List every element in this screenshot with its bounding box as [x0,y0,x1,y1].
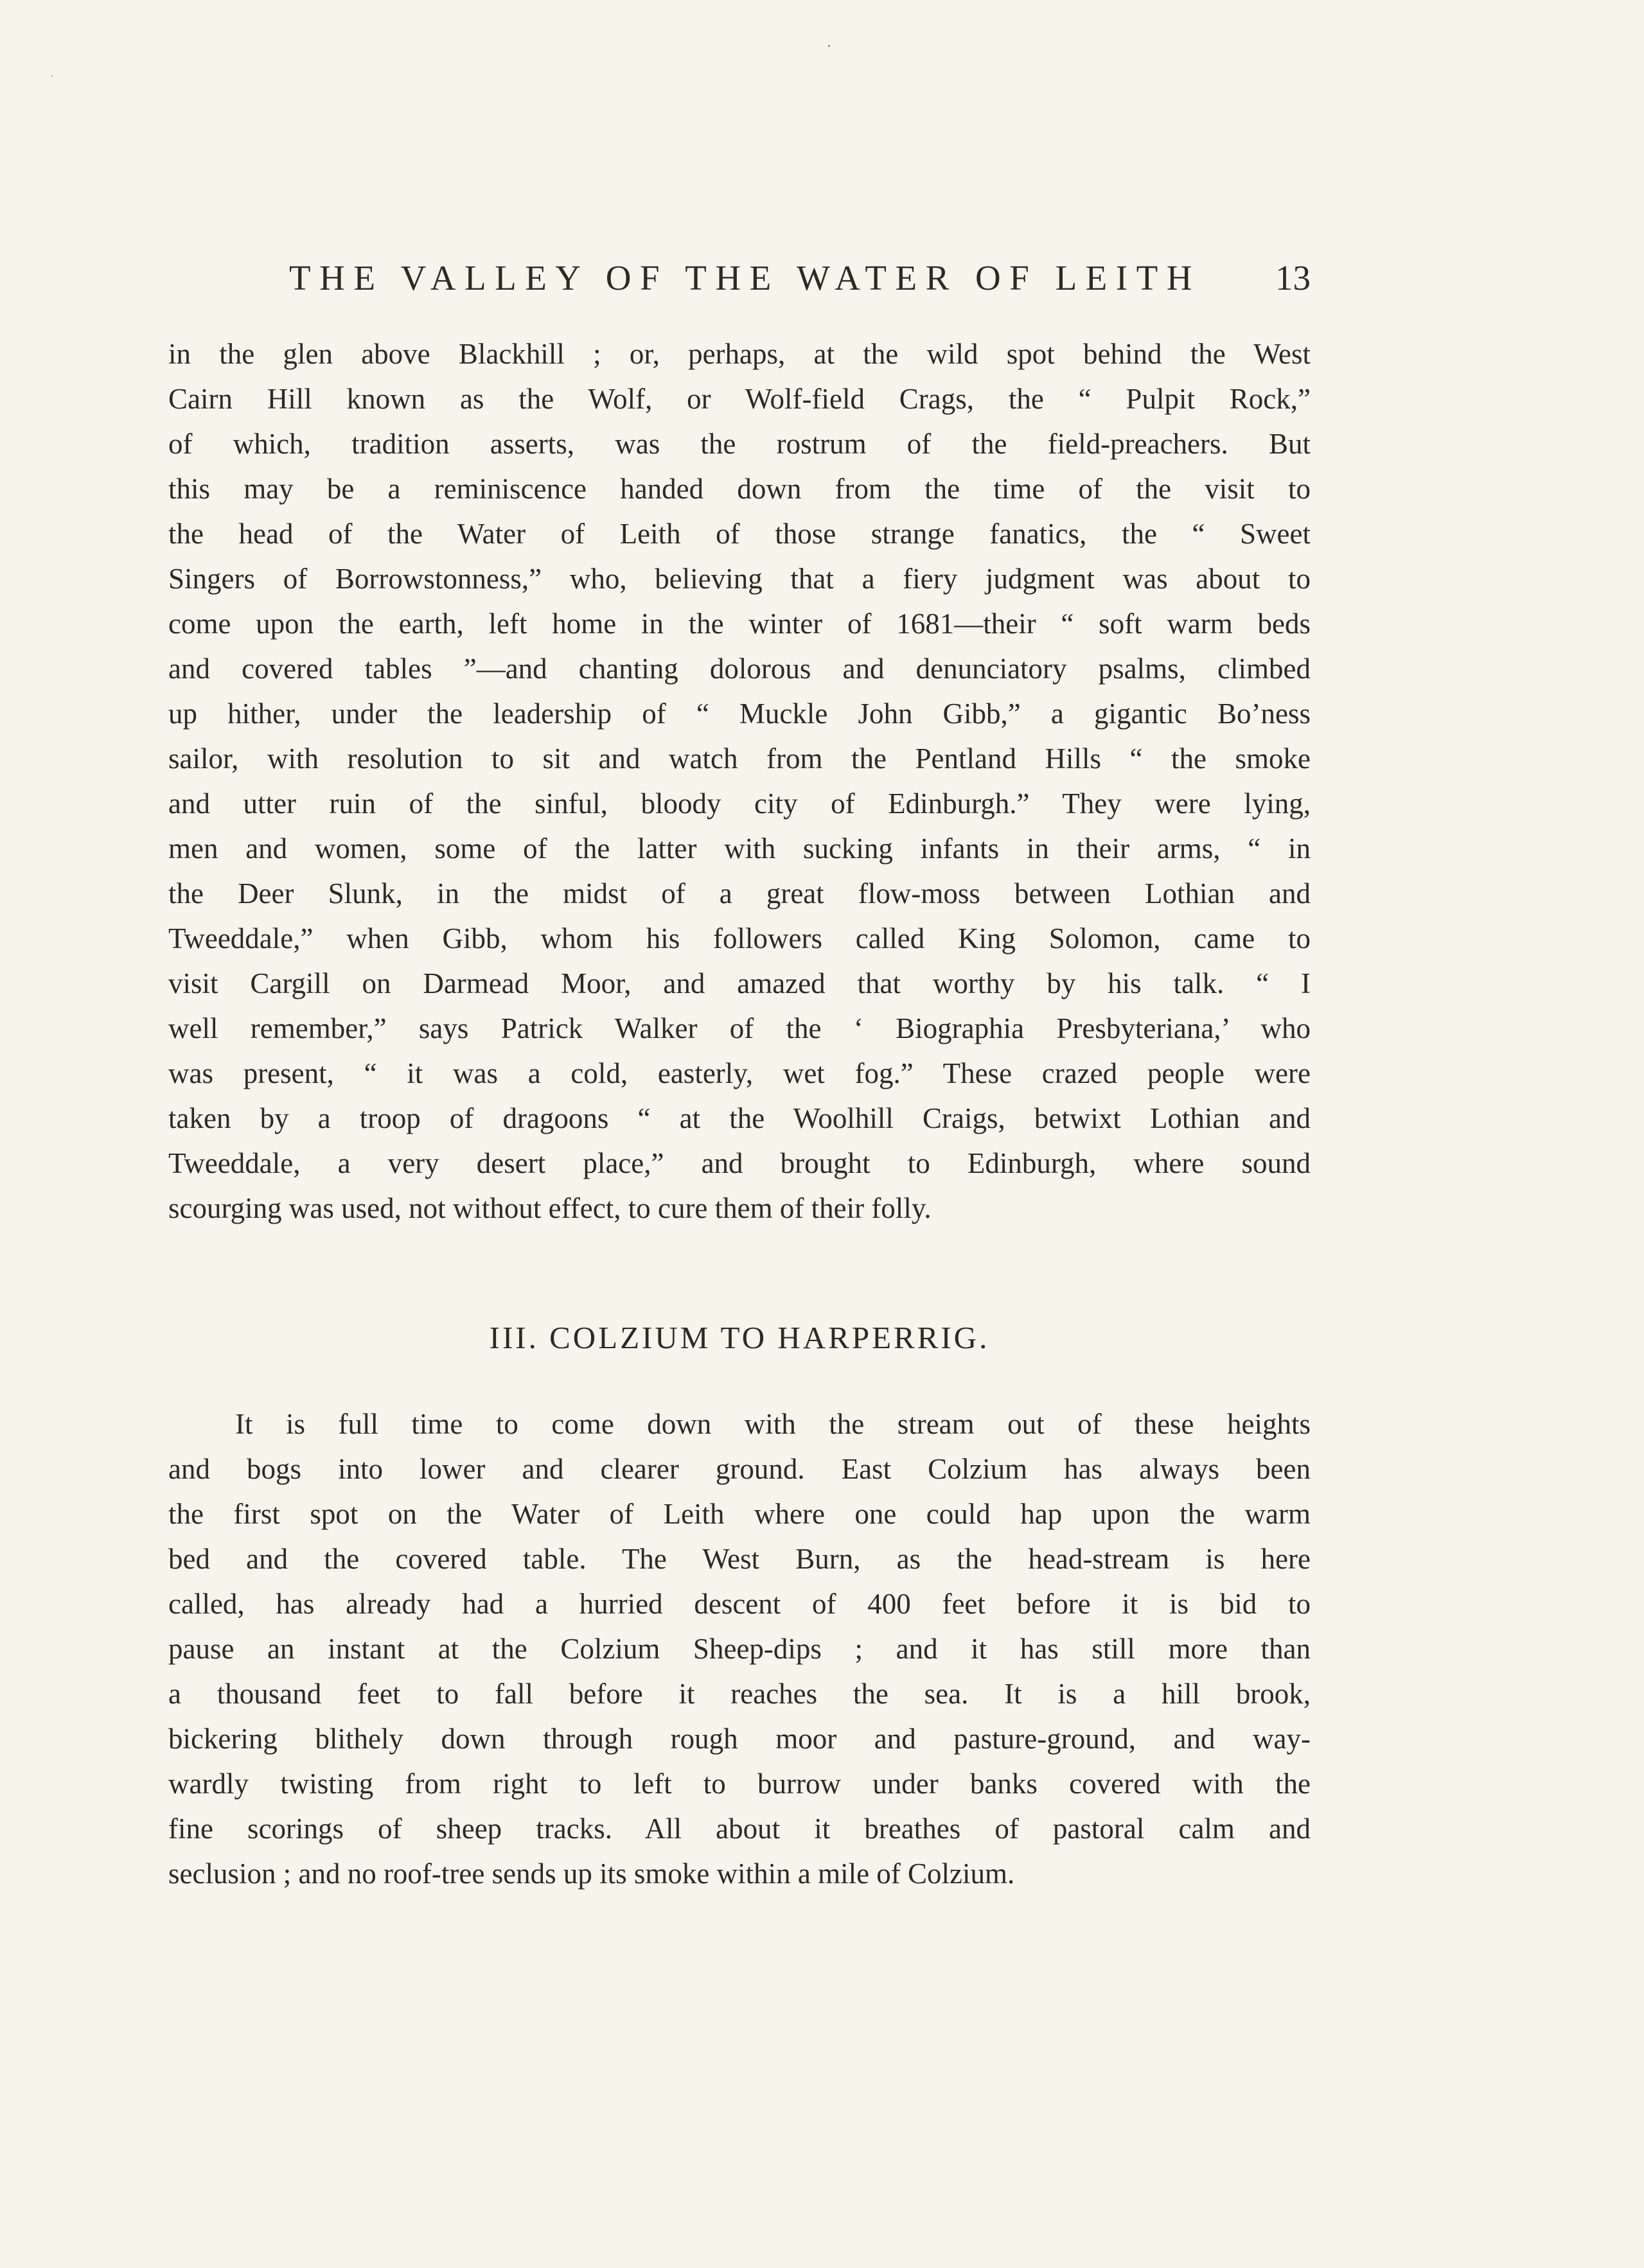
text-line: and bogs into lower and clearer ground. East Colzium has always been [168,1453,1311,1485]
text-line: seclusion ; and no roof-tree sends up its smoke within a mile of Colzium. [168,1858,1015,1890]
text-line: in the glen above Blackhill ; or, perhaps, at the wild spot behind the West [168,338,1311,370]
text-line: scourging was used, not without effect, to cure them of their folly. [168,1192,932,1224]
text-line: Tweeddale,” when Gibb, whom his followers called King Solomon, came to [168,922,1311,954]
text-line: was present, “ it was a cold, easterly, wet fog.” These crazed people were [168,1057,1311,1089]
text-line: men and women, some of the latter with sucking infants in their arms, “ in [168,832,1311,865]
text-line: a thousand feet to fall before it reaches the sea. It is a hill brook, [168,1678,1311,1710]
text-line: sailor, with resolution to sit and watch from the Pentland Hills “ the smoke [168,743,1311,775]
text-line: Tweeddale, a very desert place,” and brought to Edinburgh, where sound [168,1147,1311,1179]
running-head [168,256,1311,301]
text-line: pause an instant at the Colzium Sheep-dips ; and it has still more than [168,1633,1311,1665]
text-line: Singers of Borrowstonness,” who, believing that a fiery judgment was about to [168,563,1311,595]
text-line: fine scorings of sheep tracks. All about it breathes of pastoral calm and [168,1813,1311,1845]
text-line: of which, tradition asserts, was the rostrum of the field-preachers. But [168,428,1311,460]
text-line: and utter ruin of the sinful, bloody city of Edinburgh.” They were lying, [168,787,1311,820]
section-heading: III. COLZIUM TO HARPERRIG. [489,1320,990,1355]
text-line: this may be a reminiscence handed down from the time of the visit to [168,473,1311,505]
text-line: taken by a troop of dragoons “ at the Woolhill Craigs, betwixt Lothian and [168,1102,1311,1134]
page-number: 13 [1275,258,1311,297]
text-line: bickering blithely down through rough moor and pasture-ground, and way- [168,1723,1311,1755]
text-line: Cairn Hill known as the Wolf, or Wolf-field Crags, the “ Pulpit Rock,” [168,383,1311,415]
text-line: visit Cargill on Darmead Moor, and amazed that worthy by his talk. “ I [168,967,1311,999]
text-line: the first spot on the Water of Leith where one could hap upon the warm [168,1498,1311,1530]
text-line: well remember,” says Patrick Walker of the ‘ Biographia Presbyteriana,’ who [168,1012,1311,1044]
text-line: the Deer Slunk, in the midst of a great flow-moss between Lothian and [168,877,1311,910]
paper-speck [828,45,830,47]
paper-speck [51,75,53,76]
text-line: come upon the earth, left home in the winter of 1681—their “ soft warm beds [168,608,1311,640]
text-line: up hither, under the leadership of “ Muckle John Gibb,” a gigantic Bo’ness [168,698,1311,730]
text-line: and covered tables ”—and chanting dolorous and denunciatory psalms, climbed [168,653,1311,685]
paragraph-continued [168,331,1311,1231]
paragraph [168,1402,1311,1896]
text-line: the head of the Water of Leith of those strange fanatics, the “ Sweet [168,518,1311,550]
text-line: It is full time to come down with the stream out of these heights [235,1408,1311,1440]
running-title: THE VALLEY OF THE WATER OF LEITH [289,258,1201,297]
text-line: called, has already had a hurried descent of 400 feet before it is bid to [168,1588,1311,1620]
text-line: wardly twisting from right to left to burrow under banks covered with the [168,1768,1311,1800]
text-line: bed and the covered table. The West Burn, as the head-stream is here [168,1543,1311,1575]
